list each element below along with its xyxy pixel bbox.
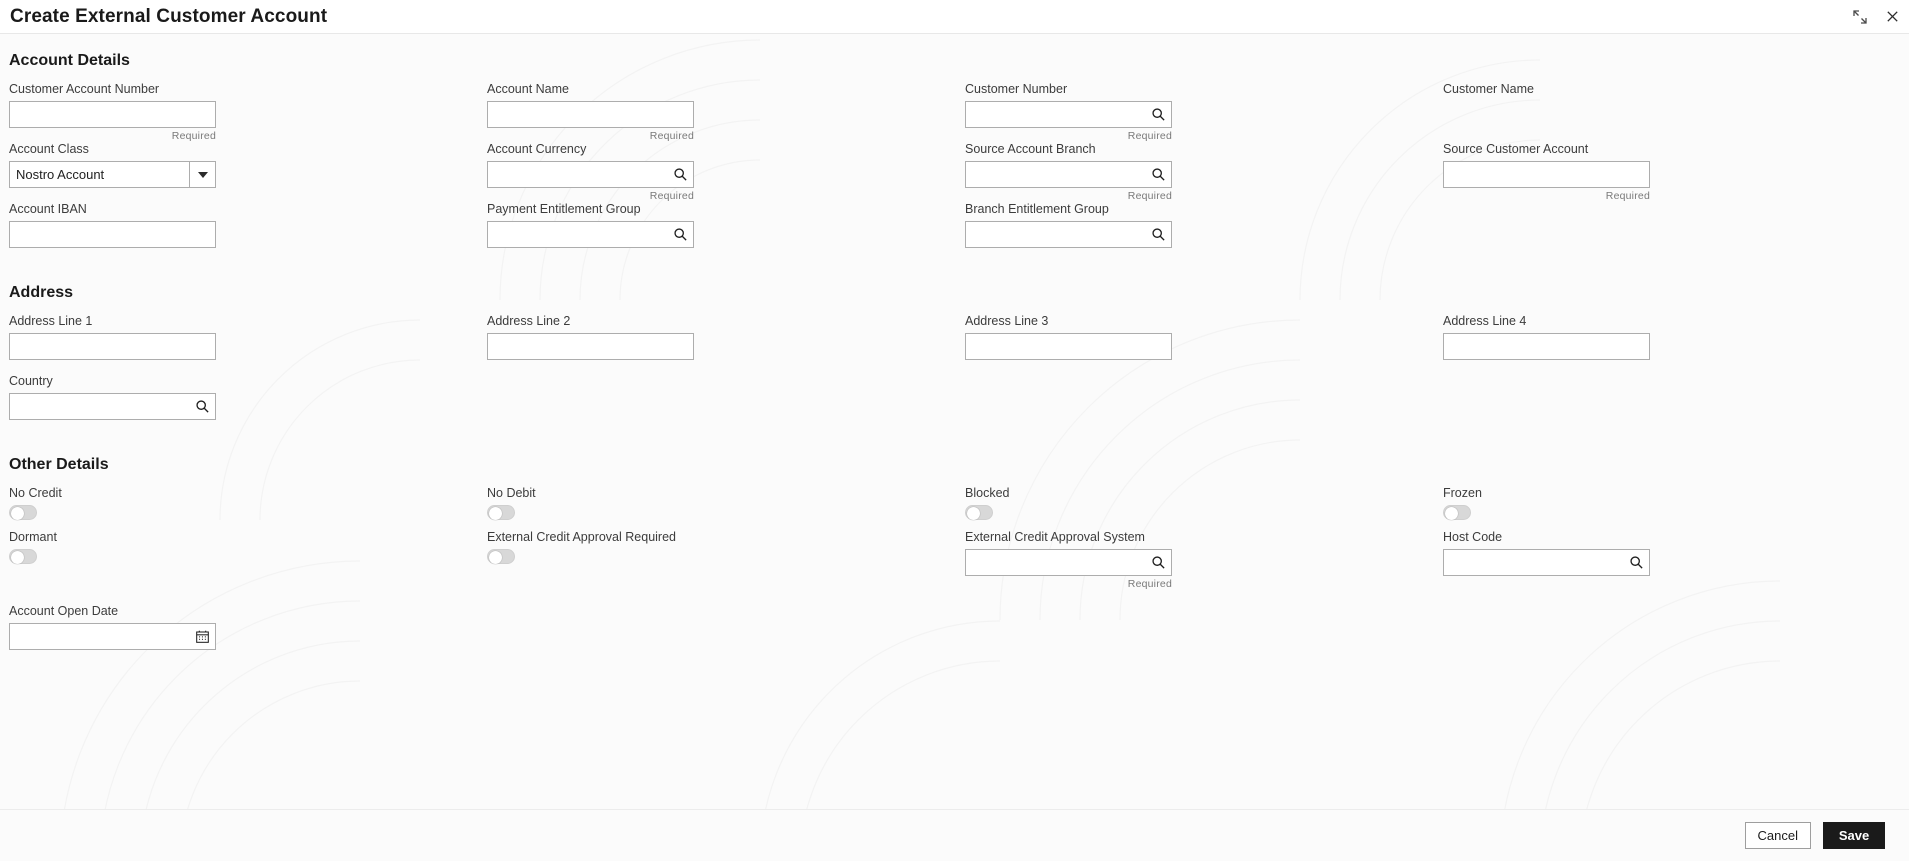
account-name-input[interactable] — [487, 101, 694, 128]
field-external-credit-approval-system — [965, 530, 1443, 590]
label-external-credit-approval-required: External Credit Approval Required — [487, 530, 676, 544]
field-address-line-4 — [1443, 314, 1909, 374]
page-title: Create External Customer Account — [10, 5, 328, 27]
label-account-class: Account Class — [9, 142, 89, 156]
search-icon[interactable] — [190, 394, 215, 419]
field-address-line-1 — [9, 314, 487, 374]
account-class-value: Nostro Account — [16, 167, 105, 182]
field-host-code — [1443, 530, 1909, 590]
field-account-class — [9, 142, 487, 202]
chevron-down-icon[interactable] — [190, 172, 215, 178]
field-customer-number — [965, 82, 1443, 142]
cancel-button[interactable]: Cancel — [1745, 822, 1811, 849]
no-credit-toggle[interactable] — [9, 505, 37, 520]
external-credit-approval-required-toggle[interactable] — [487, 549, 515, 564]
search-icon[interactable] — [1146, 222, 1171, 247]
window-controls — [1851, 0, 1901, 33]
field-no-debit — [487, 486, 965, 530]
field-payment-entitlement-group — [487, 202, 965, 262]
search-icon[interactable] — [1624, 550, 1649, 575]
dialog-titlebar — [0, 0, 1909, 34]
field-empty-2 — [487, 374, 965, 434]
address-line-4-input[interactable] — [1443, 333, 1650, 360]
search-icon[interactable] — [1146, 162, 1171, 187]
field-external-credit-approval-required — [487, 530, 965, 590]
label-customer-account-number: Customer Account Number — [9, 82, 160, 96]
toggle-knob — [11, 507, 24, 520]
address-line-3-input[interactable] — [965, 333, 1172, 360]
field-branch-entitlement-group — [965, 202, 1443, 262]
search-icon[interactable] — [1146, 102, 1171, 127]
branch-entitlement-group-input[interactable] — [965, 221, 1172, 248]
label-source-account-branch: Source Account Branch — [965, 142, 1096, 156]
toggle-knob — [1445, 507, 1458, 520]
other-details-grid — [0, 486, 1909, 664]
search-icon[interactable] — [668, 222, 693, 247]
label-dormant: Dormant — [9, 530, 57, 544]
label-source-customer-account: Source Customer Account — [1443, 142, 1589, 156]
field-address-line-2 — [487, 314, 965, 374]
country-input[interactable] — [9, 393, 216, 420]
address-line-2-input[interactable] — [487, 333, 694, 360]
label-address-line-1: Address Line 1 — [9, 314, 93, 328]
label-customer-name: Customer Name — [1443, 82, 1534, 96]
note-customer-number: Required — [1127, 130, 1172, 142]
label-account-currency: Account Currency — [487, 142, 587, 156]
label-no-debit: No Debit — [487, 486, 536, 500]
section-title-account-details: Account Details — [9, 52, 130, 69]
label-account-open-date: Account Open Date — [9, 604, 119, 618]
label-address-line-3: Address Line 3 — [965, 314, 1049, 328]
note-account-currency: Required — [649, 190, 694, 202]
section-title-address: Address — [9, 284, 74, 301]
address-line-1-input[interactable] — [9, 333, 216, 360]
note-customer-account-number: Required — [171, 130, 216, 142]
no-debit-toggle[interactable] — [487, 505, 515, 520]
field-source-customer-account — [1443, 142, 1909, 202]
label-customer-number: Customer Number — [965, 82, 1068, 96]
label-account-name: Account Name — [487, 82, 569, 96]
field-dormant — [9, 530, 487, 590]
label-payment-entitlement-group: Payment Entitlement Group — [487, 202, 641, 216]
field-customer-name — [1443, 82, 1909, 142]
field-account-iban — [9, 202, 487, 262]
toggle-knob — [967, 507, 980, 520]
collapse-icon[interactable] — [1851, 8, 1869, 26]
account-iban-input[interactable] — [9, 221, 216, 248]
field-frozen — [1443, 486, 1909, 530]
field-blocked — [965, 486, 1443, 530]
field-empty-1 — [1443, 202, 1909, 262]
field-empty-5 — [487, 590, 965, 664]
label-address-line-4: Address Line 4 — [1443, 314, 1527, 328]
field-account-name — [487, 82, 965, 142]
label-host-code: Host Code — [1443, 530, 1503, 544]
label-frozen: Frozen — [1443, 486, 1482, 500]
save-button[interactable]: Save — [1823, 822, 1885, 849]
frozen-toggle[interactable] — [1443, 505, 1471, 520]
label-account-iban: Account IBAN — [9, 202, 87, 216]
field-empty-7 — [1443, 590, 1909, 664]
toggle-knob — [489, 507, 502, 520]
account-open-date-input[interactable] — [9, 623, 216, 650]
toggle-knob — [11, 551, 24, 564]
source-account-branch-input[interactable] — [965, 161, 1172, 188]
host-code-input[interactable] — [1443, 549, 1650, 576]
toggle-knob — [489, 551, 502, 564]
label-country: Country — [9, 374, 53, 388]
customer-number-input[interactable] — [965, 101, 1172, 128]
field-account-currency — [487, 142, 965, 202]
field-customer-account-number — [9, 82, 487, 142]
blocked-toggle[interactable] — [965, 505, 993, 520]
source-customer-account-input[interactable] — [1443, 161, 1650, 188]
label-blocked: Blocked — [965, 486, 1010, 500]
note-account-name: Required — [649, 130, 694, 142]
label-branch-entitlement-group: Branch Entitlement Group — [965, 202, 1109, 216]
field-empty-4 — [1443, 374, 1909, 434]
close-icon[interactable] — [1883, 8, 1901, 26]
dormant-toggle[interactable] — [9, 549, 37, 564]
account-details-grid — [0, 82, 1909, 262]
address-grid — [0, 314, 1909, 434]
note-external-credit-approval-system: Required — [1127, 578, 1172, 590]
label-no-credit: No Credit — [9, 486, 62, 500]
external-credit-approval-system-input[interactable] — [965, 549, 1172, 576]
customer-account-number-input[interactable] — [9, 101, 216, 128]
note-source-account-branch: Required — [1127, 190, 1172, 202]
field-empty-3 — [965, 374, 1443, 434]
dialog-body — [0, 34, 1909, 809]
field-source-account-branch — [965, 142, 1443, 202]
payment-entitlement-group-input[interactable] — [487, 221, 694, 248]
calendar-icon[interactable] — [190, 624, 215, 649]
note-source-customer-account: Required — [1605, 190, 1650, 202]
section-title-other-details: Other Details — [9, 456, 109, 473]
label-external-credit-approval-system: External Credit Approval System — [965, 530, 1145, 544]
field-no-credit — [9, 486, 487, 530]
dialog-footer — [0, 809, 1909, 861]
account-class-select[interactable] — [9, 161, 216, 188]
field-country — [9, 374, 487, 434]
field-address-line-3 — [965, 314, 1443, 374]
search-icon[interactable] — [1146, 550, 1171, 575]
account-currency-input[interactable] — [487, 161, 694, 188]
search-icon[interactable] — [668, 162, 693, 187]
field-empty-6 — [965, 590, 1443, 664]
label-address-line-2: Address Line 2 — [487, 314, 571, 328]
field-account-open-date — [9, 604, 487, 664]
